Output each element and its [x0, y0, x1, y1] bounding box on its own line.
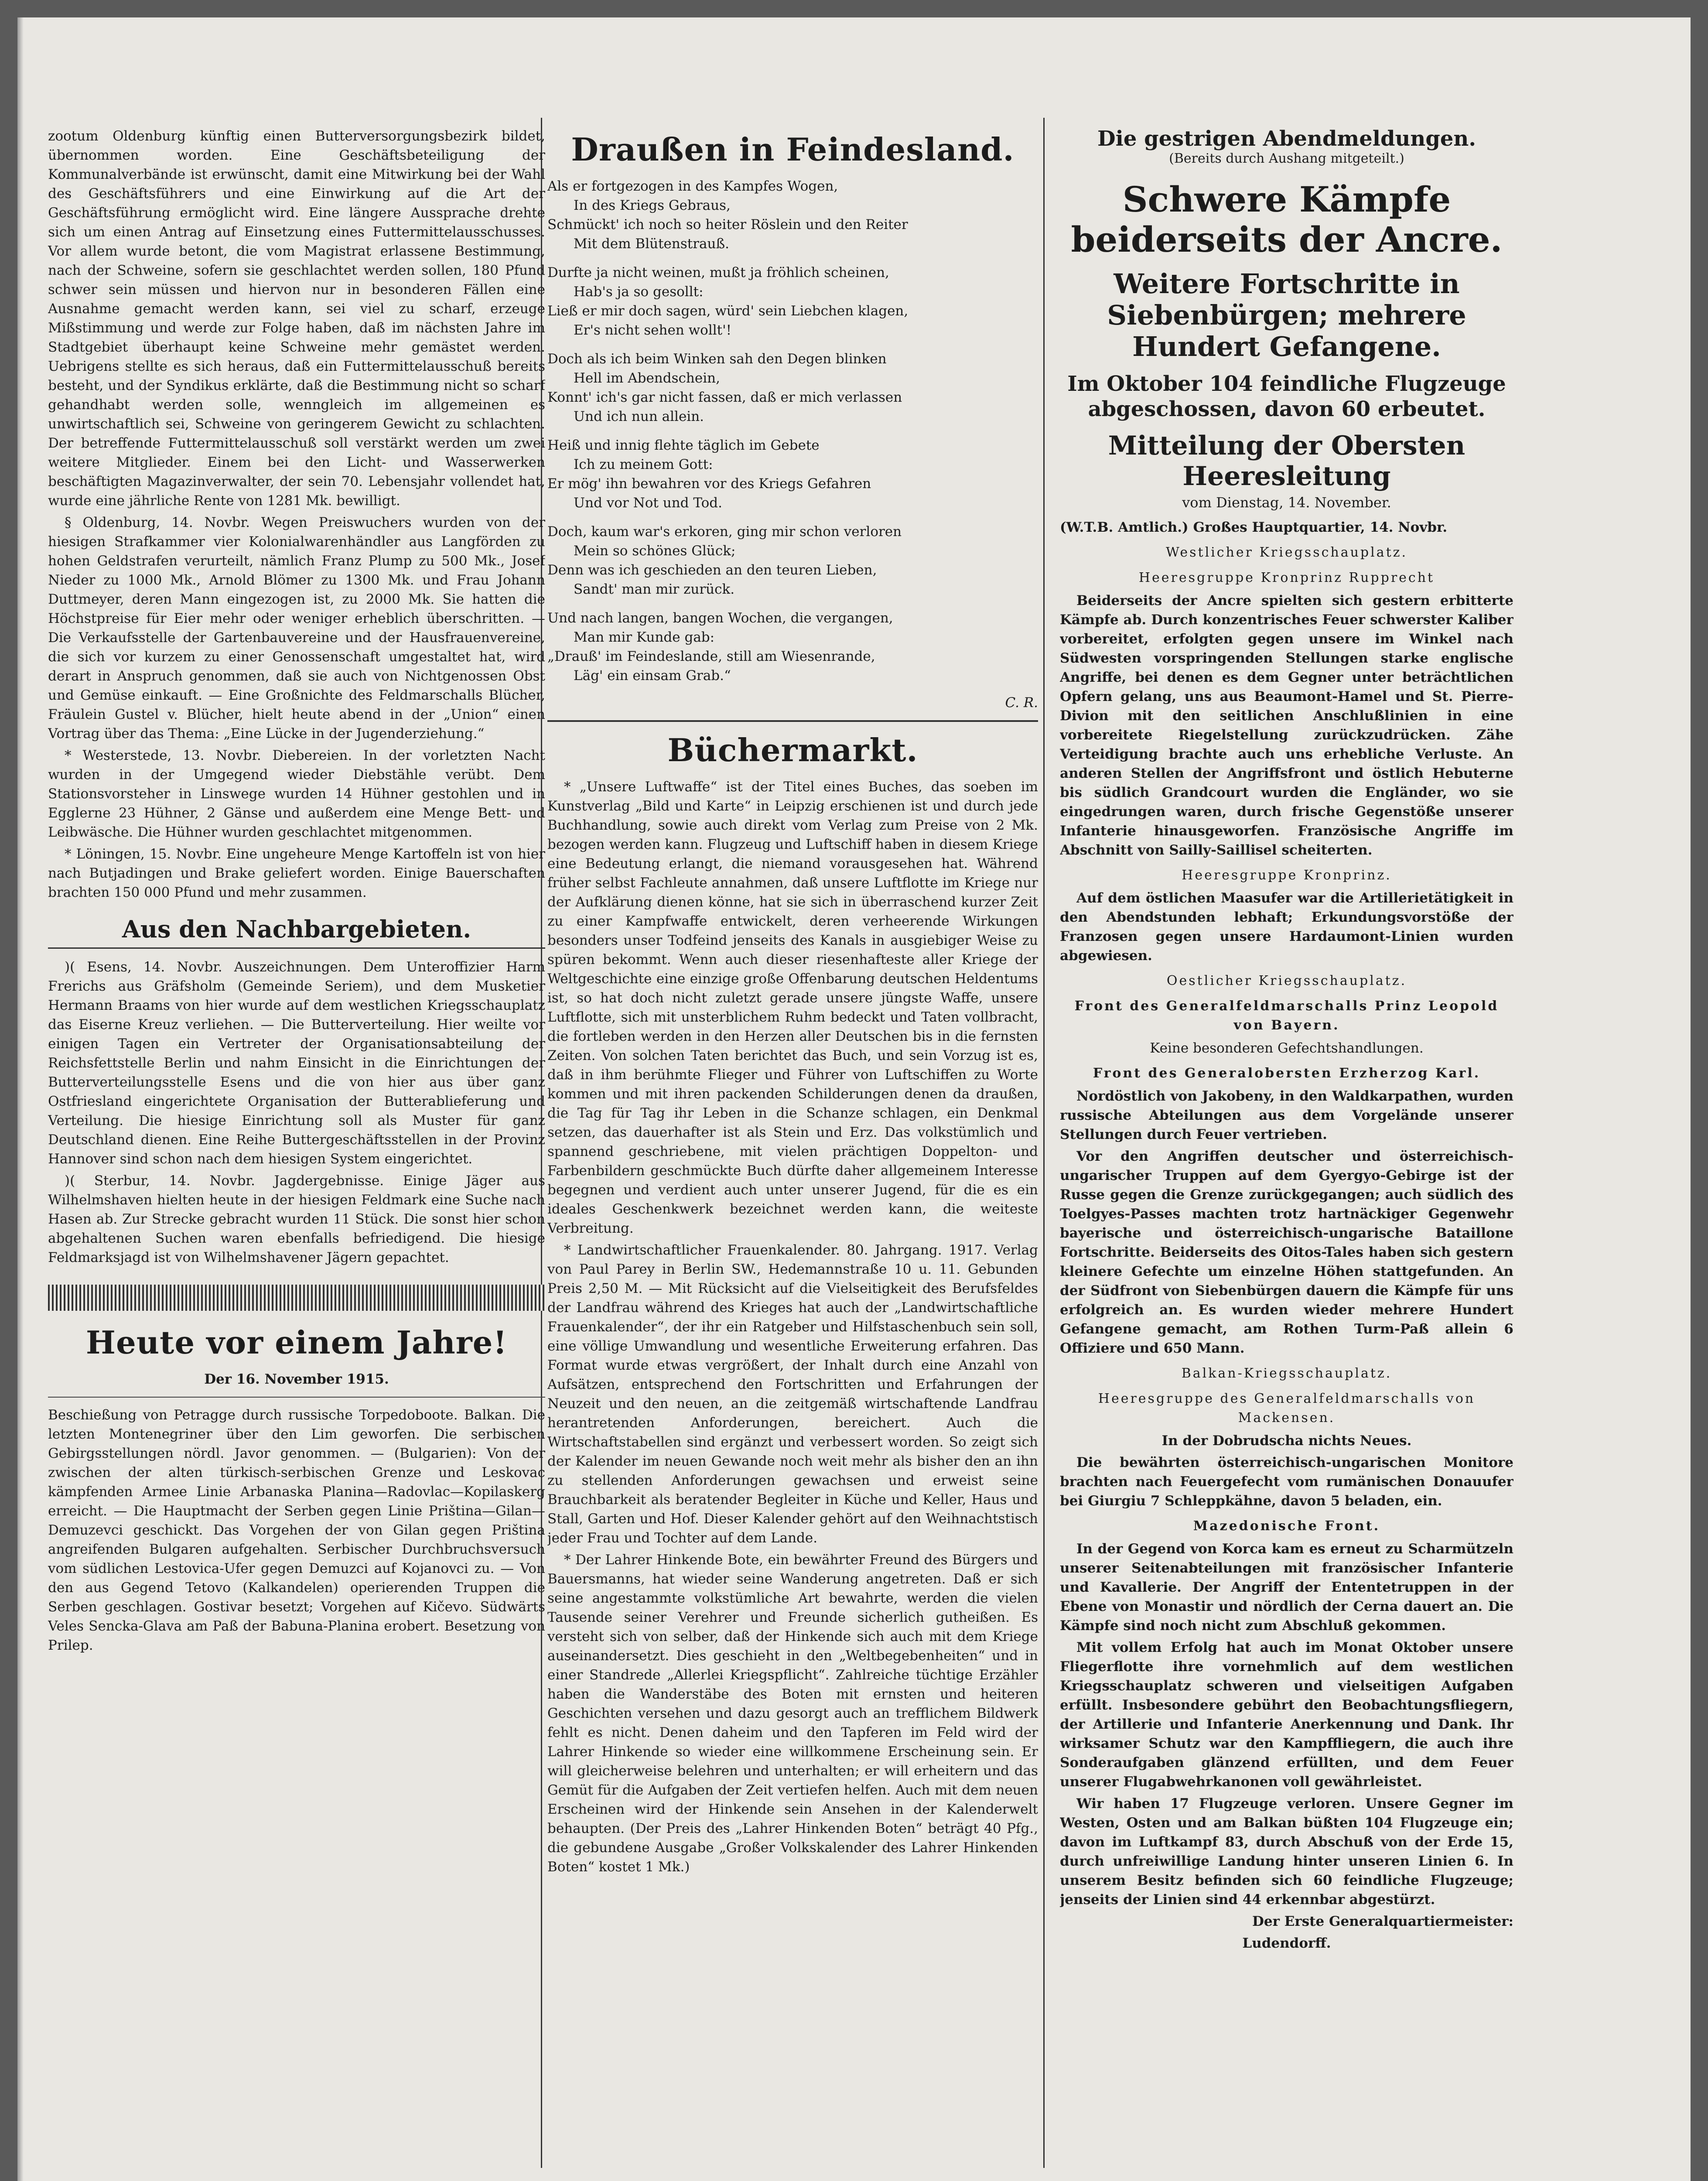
- poem-line: Er mög' ihn bewahren vor des Kriegs Gefahren: [547, 476, 871, 492]
- poem-line: Und nach langen, bangen Wochen, die vergangen,: [547, 610, 893, 626]
- subheading: Mazedonische Front.: [1193, 1518, 1380, 1534]
- poem-title: Draußen in Feindesland.: [571, 131, 1015, 168]
- poem-signature: C. R.: [1005, 695, 1038, 711]
- poem-line: Als er fortgezogen in des Kampfes Wogen,: [547, 178, 838, 194]
- poem-stanza: [547, 436, 1038, 513]
- report-text: Beiderseits der Ancre spielten sich gestern erbitterte Kämpfe ab. Durch konzentrisches Feuer schwerster Kaliber vorbereitet, erfolgten gegen unsere im Winkel nach Südwesten vorspringenden Stellungen starke englische Angriffe, bei denen es dem Gegner unter beträchtlichen Opfern gelang, uns aus Beaumont-Hamel und St. Pierre-Divion mit den seitlichen Anschlußlinien in eine vorbereitete Riegelstellung zurückzudrücken. Zähe Verteidigung brachte auch uns erhebliche Verluste. An anderen Stellen der Angriffsfront und östlich Hebuterne bis südlich Grandcourt wurden die Engländer, wo sie eingedrungen waren, durch frische Gegenstöße unserer Infanterie hinausgeworfen. Französische Angriffe im Abschnitt von Sailly-Saillisel scheiterten.: [1060, 593, 1513, 858]
- poem-line: Ich zu meinem Gott:: [574, 457, 713, 472]
- poem-line: Denn was ich geschieden an den teuren Lieben,: [547, 562, 877, 578]
- subheading: Balkan-Kriegsschauplatz.: [1181, 1366, 1392, 1381]
- poem-line: Doch, kaum war's erkoren, ging mir schon verloren: [547, 524, 902, 540]
- poem-line: Mit dem Blütenstrauß.: [574, 236, 730, 252]
- subheading: Westlicher Kriegsschauplatz.: [1165, 545, 1408, 560]
- divider: [547, 720, 1038, 722]
- column-1: [48, 126, 545, 2177]
- divider: [48, 1397, 545, 1398]
- report-signature-name: Ludendorff.: [1242, 1935, 1331, 1951]
- article-text: * „Unsere Luftwaffe“ ist der Titel eines Buches, das soeben im Kunstverlag „Bild und Karte“ in Leipzig erschienen ist und durch jede Buchhandlung, sowie auch direkt vom Verlag zum Preise von 2 Mk. bezogen werden kann. Flugzeug und Luftschiff haben in diesem Kriege eine Bedeutung erlangt, die niemand vorausgesehen hat. Während früher selbst Fachleute annahmen, daß unsere Luftflotte im Kriege nur der Aufklärung dienen könne, hat sie sich in überraschend kurzer Zeit zu einer Kampfwaffe entwickelt, deren verheerende Wirkungen besonders unser Todfeind jenseits des Kanals in ausgiebiger Weise zu spüren bekommt. Wenn auch dieser riesenhafteste aller Kriege der Weltgeschichte eine einzige große Offenbarung deutschen Heldentums ist, so hat doch nicht zuletzt gerade unsere jüngste Waffe, unsere Luftflotte, sich mit unsterblichem Ruhm bedeckt und Taten vollbracht, die fortleben werden in den Herzen aller Deutschen bis in die fernsten Zeiten. Von solchen Taten berichtet das Buch, und sein Vorzug ist es, daß in ihm berühmte Flieger und Führer von Luftschiffen zu Worte kommen und mit ihren packenden Schilderungen denen da draußen, die Tag für Tag ihr Leben in die Schanze schlagen, ein Denkmal setzen, das dauerhafter ist als Stein und Erz. Das volkstümlich und spannend geschriebene, mit vielen prächtigen Doppelton- und Farbenbildern geschmückte Buch dürfte daher allgemeinem Interesse begegnen und verdient auch unter unserer Jugend, für die es ein ideales Geschenkwerk bezeichnet werden kann, die weiteste Verbreitung.: [547, 779, 1038, 1236]
- headline: Die gestrigen Abendmeldungen.: [1097, 126, 1476, 151]
- report-text: Die bewährten österreichisch-ungarischen Monitore brachten nach Feuergefecht vom rumänischen Donauufer bei Giurgiu 7 Schleppkähne, davon 5 beladen, ein.: [1060, 1455, 1513, 1509]
- poem-line: Er's nicht sehen wollt'!: [574, 322, 732, 338]
- article-text: * Der Lahrer Hinkende Bote, ein bewährter Freund des Bürgers und Bauersmanns, hat wieder seine Wanderung angetreten. Daß er sich seine angestammte volkstümliche Art bewahrte, werden die vielen Tausende seiner Verehrer und Freunde sicherlich gutheißen. Es versteht sich von selber, daß der Hinkende sich auch mit dem Kriege auseinandersetzt. Dies geschieht in den „Weltbegebenheiten“ und in einer Standrede „Allerlei Kriegspflicht“. Zahlreiche tüchtige Erzähler haben die Wanderstäbe des Boten mit ernsten und heiteren Geschichten versehen und dazu gesorgt auch an trefflichem Bildwerk fehlt es nicht. Denen daheim und den Tapferen im Feld wird der Lahrer Hinkende so wieder eine willkommene Erscheinung sein. Er will gleicherweise belehren und unterhalten; er will erheitern und das Gemüt für die Aufgaben der Zeit vertiefen helfen. Auch mit dem neuen Erscheinen wird der Hinkende sein Ansehen in der Kalenderwelt behaupten. (Der Preis des „Lahrer Hinkenden Boten“ beträgt 40 Pfg., die gebundene Ausgabe „Großer Volkskalender des Lahrer Hinkenden Boten“ kostet 1 Mk.): [547, 1552, 1038, 1875]
- section-heading: Büchermarkt.: [667, 732, 918, 769]
- poem-line: In des Kriegs Gebraus,: [574, 198, 731, 213]
- newspaper-page: [17, 17, 1691, 2181]
- column-3: [1060, 126, 1513, 2150]
- subheading: Oestlicher Kriegsschauplatz.: [1166, 973, 1407, 988]
- report-text: Wir haben 17 Flugzeuge verloren. Unsere Gegner im Westen, Osten und am Balkan büßten 104 Flugzeuge ein; davon im Luftkampf 83, durch Abschuß von der Erde 15, durch unfreiwillige Landung hinter unseren Linien 6. In unserem Besitz befinden sich 60 feindliche Flugzeuge; jenseits der Linien sind 44 erkennbar abgestürzt.: [1060, 1796, 1513, 1908]
- headline-tertiary: Im Oktober 104 feindliche Flugzeuge abgeschossen, davon 60 erbeutet.: [1067, 372, 1506, 421]
- poem-line: Und ich nun allein.: [574, 409, 704, 424]
- headline-note: (Bereits durch Aushang mitgeteilt.): [1169, 151, 1404, 166]
- report-text: Mit vollem Erfolg hat auch im Monat Oktober unsere Fliegerflotte ihre vornehmlich auf dem westlichen Kriegsschauplatz schweren und vielseitigen Aufgaben erfüllt. Insbesondere gebührt den Beobachtungsfliegern, der Artillerie und Infanterie Anerkennung und Dank. Ihr wirksamer Schutz war den Kampffliegern, die auch ihre Sonderaufgaben glänzend erfüllten, und dem Feuer unserer Flugabwehrkanonen voll gewährleistet.: [1060, 1640, 1513, 1790]
- subheading: Front des Generalobersten Erzherzog Karl.: [1093, 1066, 1481, 1081]
- poem-line: Konnt' ich's gar nicht fassen, daß er mich verlassen: [547, 390, 902, 405]
- poem: [547, 177, 1038, 685]
- poem-line: Sandt' man mir zurück.: [574, 581, 735, 597]
- article-text: )( Sterbur, 14. Novbr. Jagdergebnisse. Einige Jäger aus Wilhelmshaven hielten heute in der hiesigen Feldmark eine Suche nach Hasen ab. Zur Strecke gebracht wurden 11 Stück. Die sonst hier schon abgehaltenen Suchen waren ebenfalls befriedigend. Die hiesige Feldmarksjagd ist von Wilhelmshavener Jägern gepachtet.: [48, 1173, 545, 1265]
- poem-line: Hab's ja so gesollt:: [574, 284, 704, 300]
- report-text: Auf dem östlichen Maasufer war die Artillerietätigkeit in den Abendstunden lebhaft; Erkundungsvorstöße der Franzosen gegen unsere Hardaumont-Linien wurden abgewiesen.: [1060, 890, 1513, 964]
- poem-line: Doch als ich beim Winken sah den Degen blinken: [547, 351, 887, 367]
- decorative-rule: [48, 1285, 545, 1311]
- poem-stanza: [547, 177, 1038, 253]
- report-text: Keine besonderen Gefechtshandlungen.: [1150, 1040, 1424, 1056]
- poem-line: Mein so schönes Glück;: [574, 543, 736, 559]
- report-text: Vor den Angriffen deutscher und österreichisch-ungarischer Truppen auf dem Gyergyo-Gebirge ist der Russe gegen die Grenze zurückgegangen; auch südlich des Toelgyes-Passes machten trotz hartnäckiger Gegenwehr bayerische und österreichisch-ungarische Bataillone Fortschritte. Beiderseits des Oitos-Tales haben sich gestern kleinere Gefechte um einzelne Höhen stattgefunden. An der Südfront von Siebenbürgen dauern die Kämpfe für uns erfolgreich an. Es wurden wieder mehrere Hundert Gefangene gemacht, am Rothen Turm-Paß allein 6 Offiziere und 650 Mann.: [1060, 1149, 1513, 1356]
- binding-shadow: [17, 17, 24, 2181]
- report-intro: (W.T.B. Amtlich.) Großes Hauptquartier, 14. Novbr.: [1060, 520, 1448, 535]
- article-text: * Westerstede, 13. Novbr. Diebereien. In der vorletzten Nacht wurden in der Umgegend wieder Diebstähle verübt. Dem Stationsvorsteher in Linswege wurden 14 Hühner gestohlen und in Egglerne 23 Hühner, 2 Gänse und außerdem eine Menge Bett- und Leibwäsche. Die Hühner wurden geschlachtet mitgenommen.: [48, 748, 545, 840]
- column-rule-2: [1043, 118, 1045, 2168]
- headline-secondary: Weitere Fortschritte in Siebenbürgen; mehrere Hundert Gefangene.: [1107, 268, 1466, 362]
- report-signature-role: Der Erste Generalquartiermeister:: [1252, 1914, 1513, 1929]
- poem-line: Durfte ja nicht weinen, mußt ja fröhlich scheinen,: [547, 265, 889, 280]
- article-text: )( Esens, 14. Novbr. Auszeichnungen. Dem Unteroffizier Harm Frerichs aus Gräfsholm (Gemeinde Seriem), und dem Musketier Hermann Braams von hier wurde auf dem westlichen Kriegsschauplatz das Eiserne Kreuz verliehen. — Die Butterverteilung. Hier weilte vor einigen Tagen ein Vertreter der Organisationsabteilung der Reichsfettstelle Berlin und nahm Einsicht in die Einrichtungen der Butterverteilungsstelle Esens und die von hier aus über ganz Ostfriesland eingerichtete Organisation der Butterablieferung und Verteilung. Die hiesige Einrichtung soll als Muster für ganz Deutschland dienen. Eine Reihe Buttergeschäftsstellen in der Provinz Hannover sind schon nach dem hiesigen System eingerichtet.: [48, 959, 545, 1167]
- poem-stanza: [547, 608, 1038, 685]
- subheading: Heeresgruppe des Generalfeldmarschalls von Mackensen.: [1098, 1391, 1476, 1426]
- poem-line: Schmückt' ich noch so heiter Röslein und den Reiter: [547, 217, 908, 232]
- report-text: In der Gegend von Korca kam es erneut zu Scharmützeln unserer Seitenabteilungen mit französischer Infanterie und Kavallerie. Der Angriff der Ententetruppen in der Ebene von Monastir und nördlich der Cerna dauert an. Die Kämpfe sind noch nicht zum Abschluß gekommen.: [1060, 1541, 1513, 1634]
- section-date: Der 16. November 1915.: [204, 1371, 389, 1387]
- poem-line: „Drauß' im Feindeslande, still am Wiesenrande,: [547, 649, 875, 664]
- column-2: [547, 126, 1038, 2150]
- article-text: Beschießung von Petragge durch russische Torpedoboote. Balkan. Die letzten Montenegriner über den Lim geworfen. Die serbischen Gebirgsstellungen nördl. Javor genommen. — (Bulgarien): Von der zwischen der alten türkisch-serbischen Grenze und Leskovac kämpfenden Armee Linie Arbanaska Planina—Radovlac—Kopilaskerg erreicht. — Die Hauptmacht der Serben gegen Linie Priština—Gilan—Demuzevci geschickt. Das Vorgehen der von Gilan gegen Priština angreifenden Bulgaren aufgehalten. Serbischer Durchbruchsversuch vom südlichen Lestovica-Ufer gegen Demuzci auf Kojanovci zu. — Von den aus Gegend Tetovo (Kalkandelen) operierenden Truppen die Serben geschlagen. Gostivar besetzt; Vorgehen auf Kičevo. Südwärts Veles Sencka-Glava am Paß der Babuna-Planina erobert. Besetzung von Prilep.: [48, 1407, 545, 1653]
- poem-line: Ließ er mir doch sagen, würd' sein Liebchen klagen,: [547, 303, 909, 319]
- poem-line: Hell im Abendschein,: [574, 370, 720, 386]
- poem-line: Heiß und innig flehte täglich im Gebete: [547, 438, 820, 453]
- poem-line: Läg' ein einsam Grab.“: [574, 668, 731, 684]
- subheading: Front des Generalfeldmarschalls Prinz Leopold von Bayern.: [1074, 998, 1499, 1033]
- section-heading: Aus den Nachbargebieten.: [48, 915, 545, 949]
- article-text: * Löningen, 15. Novbr. Eine ungeheure Menge Kartoffeln ist von hier nach Butjadingen und Brake geliefert worden. Einige Bauerschaften brachten 150 000 Pfund und mehr zusammen.: [48, 846, 545, 900]
- report-text: Nordöstlich von Jakobeny, in den Waldkarpathen, wurden russische Abteilungen aus dem Vorgelände unserer Stellungen durch Feuer vertrieben.: [1060, 1088, 1513, 1142]
- article-text: zootum Oldenburg künftig einen Butterversorgungsbezirk bildet, übernommen worden. Eine Geschäftsbeteiligung der Kommunalverbände ist erwünscht, damit eine Mitwirkung bei der Wahl des Geschäftsführers und eine Einwirkung auf die Art der Geschäftsführung ermöglicht wird. Eine längere Aussprache drehte sich um einen Antrag auf Einsetzung eines Futtermittelausschusses. Vor allem wurde betont, die vom Magistrat erlassene Bestimmung, nach der Schweine, sofern sie geschlachtet werden sollen, 180 Pfund schwer sein müssen und hiervon nur in besonderen Fällen eine Ausnahme gemacht werden kann, sei viel zu scharf, erzeuge Mißstimmung und werde zur Folge haben, daß im nächsten Jahre im Stadtgebiet überhaupt keine Schweine mehr gemästet werden. Uebrigens stellte es sich heraus, daß ein Futtermittelausschuß bereits besteht, und der Syndikus erklärte, daß die Bestimmung nicht so scharf gehandhabt werden solle, wenngleich im allgemeinen es unwirtschaftlich sei, Schweine von geringerem Gewicht zu schlachten. Der betreffende Futtermittelausschuß soll verstärkt werden um zwei weitere Mitglieder. Einem bei den Licht- und Wasserwerken beschäftigten Magazinverwalter, der sein 70. Lebensjahr vollendet hat, wurde eine jährliche Rente von 1281 Mk. bewilligt.: [48, 128, 545, 509]
- subheading: Heeresgruppe Kronprinz.: [1182, 868, 1392, 883]
- article-text: § Oldenburg, 14. Novbr. Wegen Preiswuchers wurden von der hiesigen Strafkammer vier Kolonialwarenhändler aus Langförden zu hohen Geldstrafen verurteilt, nämlich Franz Plump zu 500 Mk., Josef Nieder zu 1000 Mk., Arnold Blömer zu 1300 Mk. und Frau Johann Duttmeyer, deren Mann eingezogen ist, zu 2000 Mk. Sie hatten die Höchstpreise für Eier mehr oder weniger erheblich überschritten. — Die Verkaufsstelle der Gartenbauvereine und der Hausfrauenvereine, die sich vor kurzem zu einer Genossenschaft umgestaltet hat, wird derart in Anspruch genommen, daß sie auch von Nichtgenossen Obst und Gemüse einkauft. — Eine Großnichte des Feldmarschalls Blücher, Fräulein Gustel v. Blücher, hielt heute abend in der „Union“ einen Vortrag über das Thema: „Eine Lücke in der Jugenderziehung.“: [48, 515, 545, 742]
- section-heading: Heute vor einem Jahre!: [85, 1324, 508, 1361]
- poem-stanza: [547, 263, 1038, 340]
- article-text: * Landwirtschaftlicher Frauenkalender. 80. Jahrgang. 1917. Verlag von Paul Parey in Berlin SW., Hedemannstraße 10 u. 11. Gebunden Preis 2,50 M. — Mit Rücksicht auf die Vielseitigkeit des Berufsfeldes der Landfrau während des Krieges hat auch der „Landwirtschaftliche Frauenkalender“, der ihr ein Ratgeber und Hilfstaschenbuch sein soll, eine völlige Umwandlung und wesentliche Erweiterung erfahren. Das Format wurde etwas vergrößert, der Inhalt durch eine Anzahl von Aufsätzen, entsprechend den Fortschritten und Erfahrungen der Neuzeit und den neuen, an die zeitgemäß wirtschaftende Landfrau herantretenden Anforderungen, bereichert. Auch die Wirtschaftstabellen sind ergänzt und verbessert worden. So zeigt sich der Kalender im neuen Gewande noch weit mehr als bisher den an ihn zu stellenden Anforderungen gewachsen und erweist seine Brauchbarkeit als beratender Begleiter in Küche und Keller, Haus und Stall, Garten und Hof. Dieser Kalender gehört auf den Weihnachtstisch jeder Frau und Tochter auf dem Lande.: [547, 1242, 1038, 1546]
- poem-stanza: [547, 522, 1038, 599]
- poem-line: Man mir Kunde gab:: [574, 629, 715, 645]
- poem-line: Und vor Not und Tod.: [574, 495, 722, 511]
- poem-stanza: [547, 349, 1038, 426]
- headline-main: Schwere Kämpfe beiderseits der Ancre.: [1071, 179, 1503, 260]
- subheading: Heeresgruppe Kronprinz Rupprecht: [1138, 570, 1435, 585]
- report-title: Mitteilung der Obersten Heeresleitung: [1108, 431, 1465, 492]
- report-text: In der Dobrudscha nichts Neues.: [1161, 1433, 1412, 1449]
- report-date: vom Dienstag, 14. November.: [1182, 494, 1391, 511]
